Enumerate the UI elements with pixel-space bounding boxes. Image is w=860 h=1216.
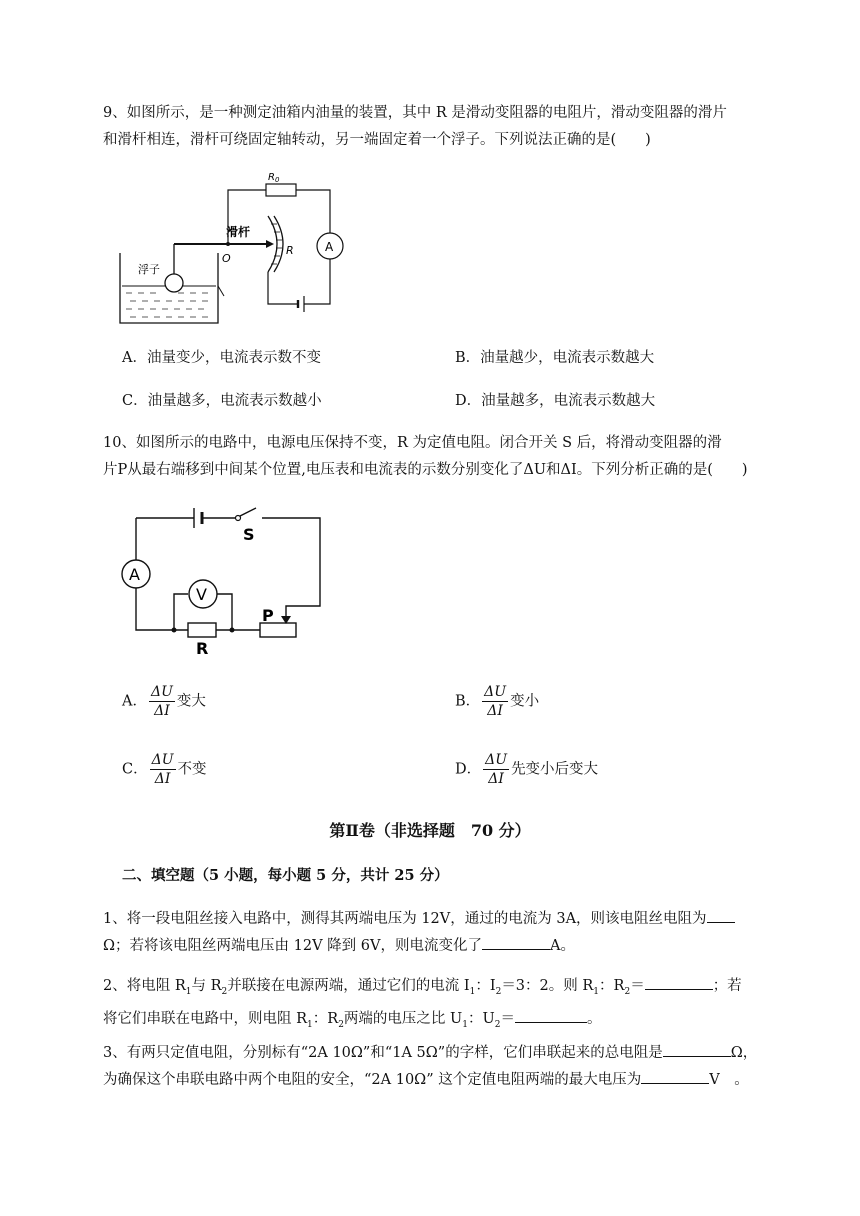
fraction-denominator: ΔI (154, 771, 171, 787)
q10-option-c-text: 不变 (177, 761, 207, 778)
pivot-label: O (222, 252, 231, 265)
fill-q2-text: 并联接在电源两端，通过它们的电流 I (227, 978, 470, 994)
fill-q2-text: ：I (475, 978, 496, 994)
oil-gauge-circuit-figure (118, 168, 358, 328)
subscript: 1 (462, 1019, 468, 1030)
question-9-line-1: 9、如图所示，是一种测定油箱内油量的装置，其中 R 是滑动变阻器的电阻片，滑动变阻器的滑片 (103, 105, 727, 121)
subscript: 1 (307, 1019, 313, 1030)
fill-q3-text: Ω， (730, 1045, 758, 1061)
fill-in-blank-heading: 二、填空题（5 小题，每小题 5 分，共计 25 分） (122, 867, 449, 884)
fill-q3-text: 3、有两只定值电阻，分别标有“2A 10Ω”和“1A 5Ω”的字样，它们串联起来的总电阻是 (103, 1045, 663, 1061)
fraction-numerator: ΔU (485, 752, 508, 768)
float-label: 浮子 (138, 263, 160, 276)
question-9-line-2: 和滑杆相连，滑杆可绕固定轴转动，另一端固定着一个浮子。下列说法正确的是( ) (103, 132, 651, 148)
fill-q2-text: ＝ (630, 978, 645, 994)
q10-option-a[interactable] (122, 683, 206, 720)
fraction-denominator: ΔI (487, 703, 503, 719)
resistor-r-label: R (196, 639, 209, 658)
q9-option-a[interactable]: A．油量变少，电流表示数不变 (122, 350, 321, 366)
subscript: 1 (185, 986, 192, 997)
fill-q2-line-1 (103, 973, 803, 1006)
delta-fraction (149, 683, 175, 720)
subscript: 2 (494, 1019, 501, 1030)
slider-p-label: P (262, 606, 274, 625)
subscript: 2 (221, 986, 228, 997)
fill-question-2 (103, 973, 803, 1039)
fraction-denominator: ΔI (154, 703, 170, 719)
fill-q1-line-2 (103, 933, 803, 960)
delta-fraction (483, 751, 509, 788)
subscript: 2 (338, 1019, 344, 1030)
fill-q2-text: 与 R (191, 978, 222, 994)
fill-question-1 (103, 906, 803, 960)
fill-q1-line-1 (103, 906, 803, 933)
slide-rod-label: 滑杆 (226, 225, 251, 239)
fraction-numerator: ΔU (484, 684, 507, 700)
answer-blank[interactable] (641, 1069, 709, 1084)
answer-blank[interactable] (482, 935, 550, 950)
q10-option-a-text: 变大 (176, 693, 206, 710)
fill-q2-text: 。 (586, 1010, 602, 1027)
answer-blank[interactable] (707, 908, 735, 923)
fraction-numerator: ΔU (150, 684, 173, 700)
r0-label: $R_0$ (268, 172, 280, 184)
fill-q3-line-2 (103, 1067, 803, 1094)
fill-q2-line-2 (103, 1006, 803, 1039)
resistor-r-label: R (286, 244, 294, 257)
fill-q2-text: ：U (468, 1010, 495, 1027)
fill-q3-line-1 (103, 1040, 803, 1067)
fill-q3-text: 为确保这个串联电路中两个电阻的安全，“2A 10Ω” 这个定值电阻两端的最大电压为 (103, 1072, 642, 1088)
fill-q1-text-2: Ω；若将该电阻丝两端电压由 12V 降到 6V，则电流变化了 (103, 938, 482, 954)
q9-option-d[interactable]: D．油量越多，电流表示数越大 (455, 393, 656, 409)
delta-fraction (482, 683, 508, 720)
q10-option-b[interactable] (455, 683, 539, 720)
delta-fraction (150, 751, 176, 788)
q10-option-a-letter: A． (122, 693, 147, 710)
q9-option-c[interactable]: C．油量越多，电流表示数越小 (122, 393, 322, 409)
voltmeter-ammeter-circuit-figure (116, 500, 331, 660)
q10-option-b-letter: B． (455, 693, 481, 710)
question-10-stem (103, 430, 803, 484)
subscript: 2 (624, 986, 631, 997)
q10-option-d-letter: D． (455, 761, 482, 778)
question-10-line-1: 10、如图所示的电路中，电源电压保持不变，R 为定值电阻。闭合开关 S 后，将滑动变阻器的滑 (103, 435, 722, 451)
fill-question-3 (103, 1040, 803, 1094)
switch-s-label: S (243, 525, 255, 544)
fraction-numerator: ΔU (151, 752, 174, 768)
fill-q2-text: ：R (599, 978, 625, 994)
q10-option-d[interactable] (455, 751, 598, 788)
q10-option-c[interactable] (122, 751, 207, 788)
subscript: 1 (469, 986, 476, 997)
subscript: 1 (593, 986, 600, 997)
q10-option-d-text: 先变小后变大 (511, 761, 599, 778)
fill-q2-text: ＝3：2。则 R (501, 978, 594, 994)
fill-q2-text: ：R (312, 1010, 339, 1027)
fill-q1-text-1: 1、将一段电阻丝接入电路中，测得其两端电压为 12V，通过的电流为 3A，则该电阻丝电阻为 (103, 911, 707, 927)
fill-q2-text: 两端的电压之比 U (343, 1010, 463, 1027)
answer-blank[interactable] (515, 1008, 587, 1023)
question-9-stem (103, 100, 803, 154)
fill-q2-text: ＝ (500, 1010, 515, 1027)
answer-blank[interactable] (645, 975, 713, 990)
fraction-denominator: ΔI (488, 771, 504, 787)
q10-option-c-letter: C． (122, 761, 148, 778)
question-10-line-2: 片P从最右端移到中间某个位置,电压表和电流表的示数分别变化了ΔU和ΔI。下列分析正确的是( ) (103, 462, 748, 478)
fill-q2-text: 将它们串联在电路中，则电阻 R (103, 1010, 308, 1027)
fill-q2-text: ；若 (712, 978, 742, 994)
fill-q1-text-3: A。 (549, 938, 575, 954)
answer-blank[interactable] (663, 1042, 731, 1057)
ammeter-label: A (325, 240, 334, 254)
q10-option-b-text: 变小 (510, 693, 540, 710)
ammeter-a-label: A (129, 565, 140, 584)
section-title: 第Ⅱ卷（非选择题 70 分） (329, 821, 531, 840)
subscript: 2 (495, 986, 502, 997)
fill-q2-text: 2、将电阻 R (103, 978, 186, 994)
fill-q3-text: V 。 (709, 1072, 749, 1088)
q9-option-b[interactable]: B．油量越少，电流表示数越大 (455, 350, 655, 366)
voltmeter-v-label: V (196, 585, 207, 604)
